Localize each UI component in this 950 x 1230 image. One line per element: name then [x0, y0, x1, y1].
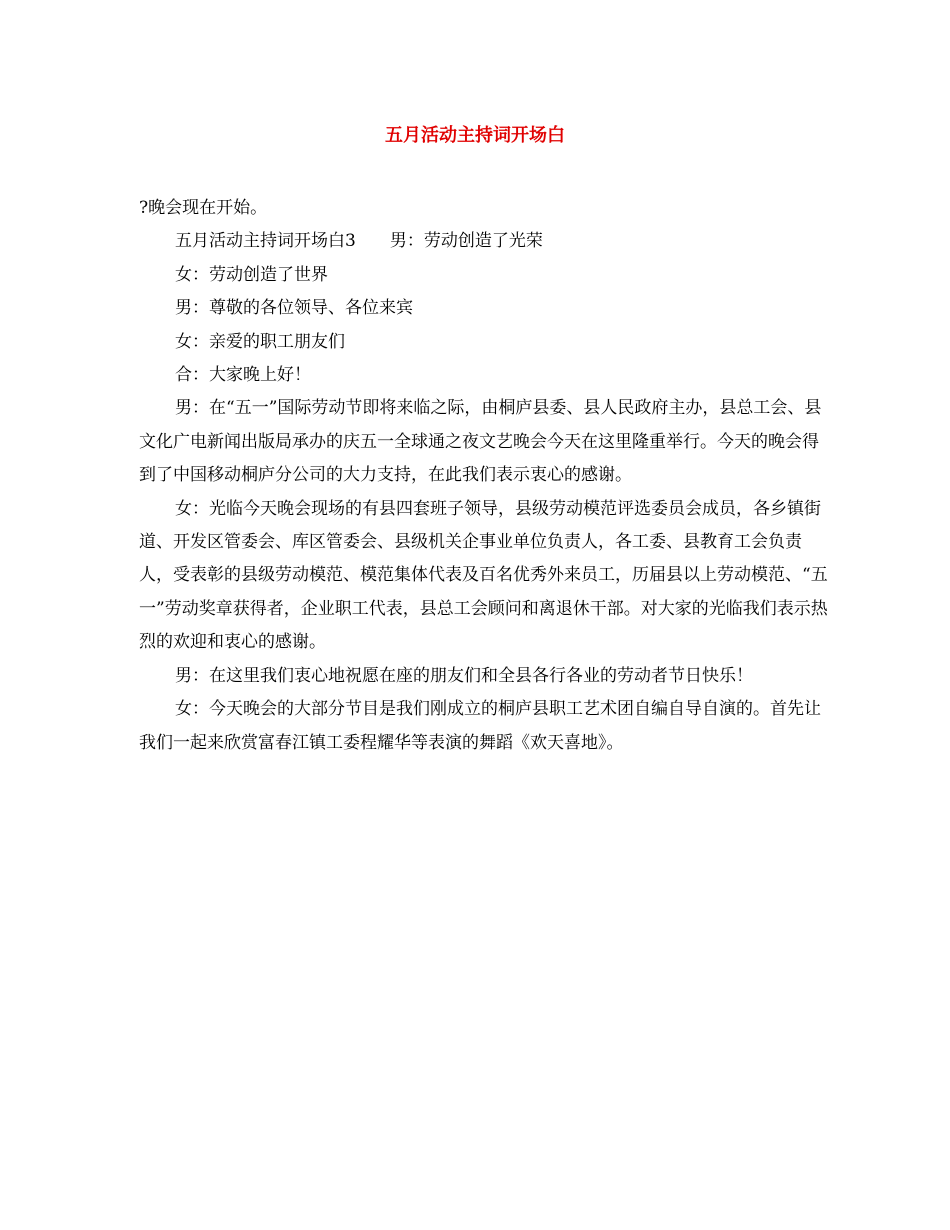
- paragraph: 合：大家晚上好！: [175, 365, 311, 386]
- paragraph: 男：在这里我们衷心地祝愿在座的朋友们和全县各行各业的劳动者节日快乐！: [175, 665, 753, 686]
- paragraph: 男：在“五一”国际劳动节即将来临之际，由桐庐县委、县人民政府主办，县总工会、县文化广电新闻出版局承办的庆五一全球通之夜文艺晚会今天在这里隆重举行。今天的晚会得到了中国移动桐庐分公司的大力支持，在此我们表示衷心的感谢。: [139, 398, 822, 486]
- paragraph: ?晚会现在开始。: [139, 198, 268, 218]
- paragraph: 女：今天晚会的大部分节目是我们刚成立的桐庐县职工艺术团自编自导自演的。首先让我们一起来欣赏富春江镇工委程耀华等表演的舞蹈《欢天喜地》。: [139, 699, 821, 753]
- paragraph: 女：亲爱的职工朋友们: [175, 331, 345, 352]
- paragraph: 男：尊敬的各位领导、各位来宾: [175, 298, 413, 319]
- paragraph: 五月活动主持词开场白3 男：劳动创造了光荣: [175, 231, 543, 252]
- paragraph: 女：光临今天晚会现场的有县四套班子领导，县级劳动模范评选委员会成员，各乡镇街道、开发区管委会、库区管委会、县级机关企事业单位负责人，各工委、县教育工会负责人，受表彰的县级劳动模范、模范集体代表及百名优秀外来员工，历届县以上劳动模范、“五一”劳动奖章获得者，企业职工代表，县总工会顾问和离退休干部。对大家的光临我们表示热烈的欢迎和衷心的感谢。: [139, 498, 828, 653]
- document-body: [139, 192, 834, 760]
- paragraph: 女：劳动创造了世界: [175, 264, 328, 285]
- document-title: 五月活动主持词开场白: [385, 125, 565, 146]
